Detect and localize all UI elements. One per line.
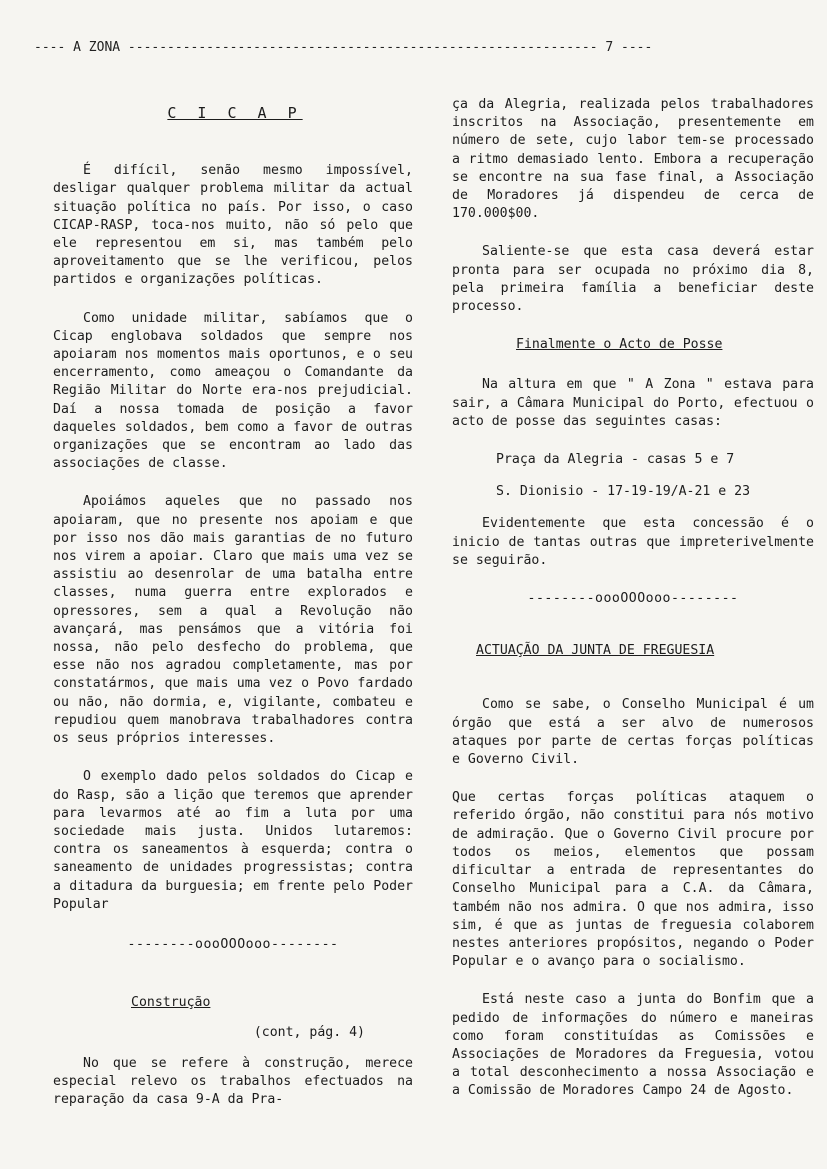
page-header: ---- A ZONA ------------------------------------------------------------ 7 ---- (34, 40, 653, 55)
cicap-paragraph-3: Apoiámos aqueles que no passado nos apoiaram, que no presente nos apoiam e que por isso nos dão mais garantias de no futuro nos virem a apoiar. Claro que mais uma vez se assistiu ao desenrolar de uma batalha entre classes, numa guerra entre explorados e opressores, sem a qual a Revolução não avançará, mas pensámos que a vitória foi nossa, não pelo desfecho do problema, que esse não nos agradou completamente, mas por constatármos, que mais uma vez o Povo fardado ou não, não dormia, e, vigilante, combateu e repudiou quem manobrava trabalhadores contra os seus próprios interesses. (53, 494, 413, 747)
left-column (53, 96, 413, 1129)
cicap-paragraph-4: O exemplo dado pelos soldados do Cicap e do Rasp, são a lição que teremos que aprender para levarmos até ao fim a luta por uma sociedade mais justa. Unidos lutaremos: contra os saneamentos à esquerda; contra o saneamento de unidades progressistas; contra a ditadura da burguesia; em frente pelo Poder Popular (53, 769, 413, 912)
section-divider: --------oooOOOooo-------- (527, 591, 739, 607)
construcao-paragraph-2: Saliente-se que esta casa deverá estar pronta para ser ocupada no próximo dia 8, pela primeira família a beneficiar deste processo. (452, 244, 814, 315)
junta-paragraph-1: Como se sabe, o Conselho Municipal é um órgão que está a ser alvo de numerosos ataques por parte de certas forças políticas e Governo Civil. (452, 697, 814, 768)
continuation-note: (cont, pág. 4) (253, 1025, 365, 1041)
cicap-title: C I C A P (167, 104, 303, 122)
acto-posse-paragraph-2: Evidentemente que esta concessão é o inicio de tantas outras que impreterivelmente se seguirão. (452, 516, 814, 568)
junta-paragraph-2: Que certas forças políticas ataquem o referido órgão, não constitui para nós motivo de admiração. Que o Governo Civil procure por todos os meios, elementos que possam dificultar a entrada de representantes do Conselho Municipal para a C.A. da Câmara, também não nos admira. O que nos admira, isso sim, é que as juntas de freguesia colaborem nestes anteriores propósitos, negando o Poder Popular e o avanço para o socialismo. (452, 790, 814, 970)
construcao-paragraph: No que se refere à construção, merece especial relevo os trabalhos efectuados na reparação da casa 9-A da Pra- (53, 1055, 413, 1107)
section-divider: --------oooOOOooo-------- (127, 936, 339, 952)
casas-line-1: Praça da Alegria - casas 5 e 7 (496, 452, 735, 468)
junta-paragraph-3: Está neste caso a junta do Bonfim que a pedido de informações do número e maneiras como foram constituídas as Comissões e Associações de Moradores da Freguesia, votou a total desconhecimento a nossa Associação e a Comissão de Moradores Campo 24 de Agosto. (452, 992, 814, 1099)
cicap-paragraph-1: É difícil, senão mesmo impossível, desligar qualquer problema militar da actual situação política no país. Por isso, o caso CICAP-RASP, toca-nos muito, não só pelo que ele representou em si, mas também pelo aproveitamento que se lhe verificou, pelos partidos e organizações políticas. (53, 163, 413, 288)
cicap-paragraph-2: Como unidade militar, sabíamos que o Cicap englobava soldados que sempre nos apoiaram nos momentos mais oportunos, e o seu encerramento, como ameaçou o Comandante da Região Militar do Norte era-nos prejudicial. Daí a nossa tomada de posição a favor daqueles soldados, bem como a favor de outras organizações que se encontram ao lado das associações de classe. (53, 310, 413, 472)
construcao-title: Construção (131, 995, 211, 1011)
casas-line-2: S. Dionisio - 17-19-19/A-21 e 23 (496, 484, 751, 500)
acto-posse-title: Finalmente o Acto de Posse (516, 337, 723, 353)
right-column (452, 96, 814, 1121)
construcao-continued: ça da Alegria, realizada pelos trabalhadores inscritos na Associação, presentemente em número de sete, cujo labor tem-se processado a ritmo demasiado lento. Embora a recuperação se encontre na sua fase final, a Associação de Moradores já dispendeu de cerca de 170.000$00. (452, 97, 814, 222)
junta-title: ACTUAÇÃO DA JUNTA DE FREGUESIA (476, 643, 715, 659)
acto-posse-paragraph: Na altura em que " A Zona " estava para sair, a Câmara Municipal do Porto, efectuou o acto de posse das seguintes casas: (452, 377, 814, 429)
